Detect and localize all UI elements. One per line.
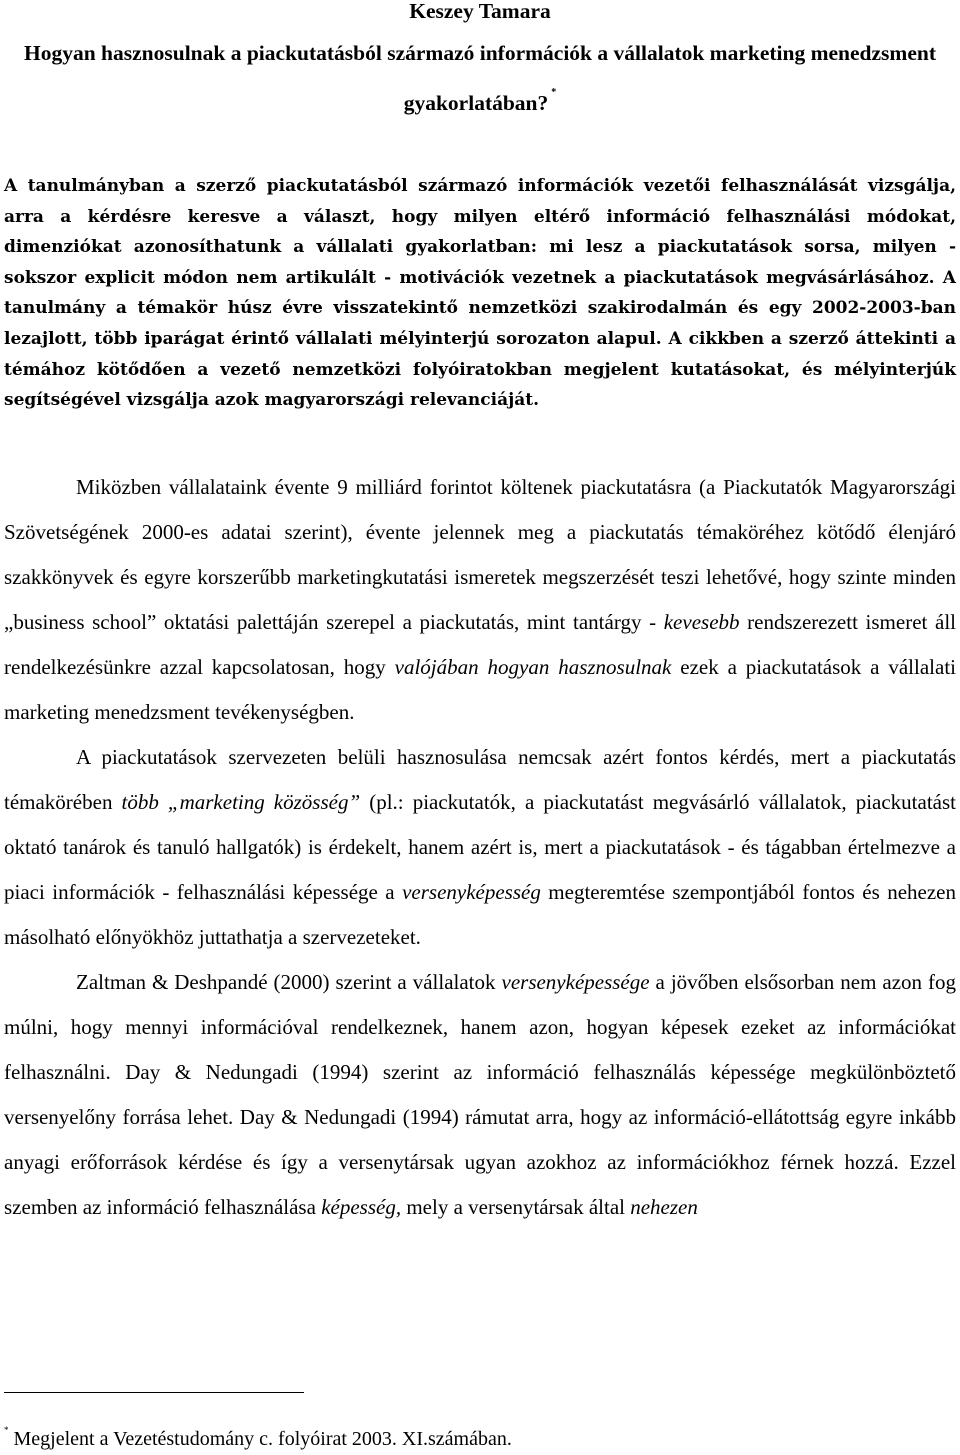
body-paragraph-3: [4, 960, 956, 1230]
body-paragraph-1: [4, 465, 956, 735]
paragraph-text: (pl.: piackutatók, a piackutatást megvásárló vállalatok, piackutatást oktató tanárok és tanuló hallgatók) is érdekelt, hanem azért is, mert a piackutatások - és tágabban értelmezve a piaci információk - felhasználási képessége a: [4, 790, 956, 904]
paragraph-text: a jövőben elsősorban nem azon fog múlni, hogy mennyi információval rendelkeznek, hanem azon, hogyan képesek ezeket az információkat felhasználni. Day & Nedungadi (1994) szerint az információ felhasználás képessége megkülönböztető versenyelőny forrása lehet. Day & Nedungadi (1994) rámutat arra, hogy az információ-ellátottság egyre inkább anyagi erőforrások kérdése és így a versenytársak ugyan azokhoz az információkhoz férnek hozzá. Ezzel szemben az információ felhasználása: [4, 970, 956, 1219]
paragraph-text: mely a versenytársak által: [401, 1195, 631, 1219]
footnote-mark: *: [4, 1425, 9, 1435]
paragraph-text: rendszerezett ismeret áll rendelkezésünkre azzal kapcsolatosan, hogy: [4, 610, 956, 679]
paragraph-text: ezek a piackutatások a vállalati marketing menedzsment tevékenységben.: [4, 655, 956, 724]
paragraph-text: Miközben vállalataink évente 9 milliárd forintot költenek piackutatásra (a Piackutatók Magyarországi Szövetségének 2000-es adatai szerint), évente jelennek meg a piackutatás témaköréhez kötődő élenjáró szakkönyvek és egyre korszerűbb marketingkutatási ismeretek megszerzését teszi lehetővé, hogy szinte minden „business school” oktatási palettáján szerepel a piackutatás, mint tantárgy -: [4, 475, 956, 634]
body-paragraph-2: [4, 735, 956, 960]
abstract: A tanulmányban a szerző piackutatásból származó információk vezetői felhasználását vizsgálja, arra a kérdésre keresve a választ, hogy milyen eltérő információ felhasználási módokat, dimenziókat azonosíthatunk a vállalati gyakorlatban: mi lesz a piackutatások sorsa, milyen - sokszor explicit módon nem artikulált - motivációk vezetnek a piackutatások megvásárlásához. A tanulmány a témakör húsz évre visszatekintő nemzetközi szakirodalmán és egy 2002-2003-ban lezajlott, több iparágat érintő vállalati mélyinterjú sorozaton alapul. A cikkben a szerző áttekinti a témához kötődően a vezető nemzetközi folyóiratokban megjelent kutatásokat, és mélyinterjúk segítségével vizsgálja azok magyarországi relevanciáját.: [4, 176, 956, 411]
emphasis-text: képesség,: [321, 1195, 402, 1219]
footnote: [4, 1426, 512, 1449]
emphasis-text: versenyképessége: [501, 970, 650, 994]
emphasis-text: nehezen: [630, 1195, 698, 1219]
title-footnote-mark: *: [551, 87, 557, 98]
emphasis-text: kevesebb: [663, 610, 740, 634]
author-name: Keszey Tamara: [409, 0, 551, 23]
footnote-divider: [4, 1392, 304, 1393]
paragraph-text: megteremtése szempontjából fontos és nehezen másolható előnyökhöz juttathatja a szervezeteket.: [4, 880, 956, 949]
emphasis-text: valójában hogyan hasznosulnak: [394, 655, 672, 679]
emphasis-text: versenyképesség: [402, 880, 541, 904]
article-body: [4, 465, 956, 1230]
emphasis-text: több „marketing közösség”: [121, 790, 361, 814]
title-text: Hogyan hasznosulnak a piackutatásból származó információk a vállalatok marketing menedzsment gyakorlatában?: [24, 41, 936, 115]
paragraph-text: Zaltman & Deshpandé (2000) szerint a vállalatok: [76, 970, 502, 994]
article-title: [10, 33, 950, 123]
paragraph-text: A piackutatások szervezeten belüli hasznosulása nemcsak azért fontos kérdés, mert a piackutatás témakörében: [4, 745, 956, 814]
footnote-text: Megjelent a Vezetéstudomány c. folyóirat 2003. XI.számában.: [13, 1428, 512, 1450]
